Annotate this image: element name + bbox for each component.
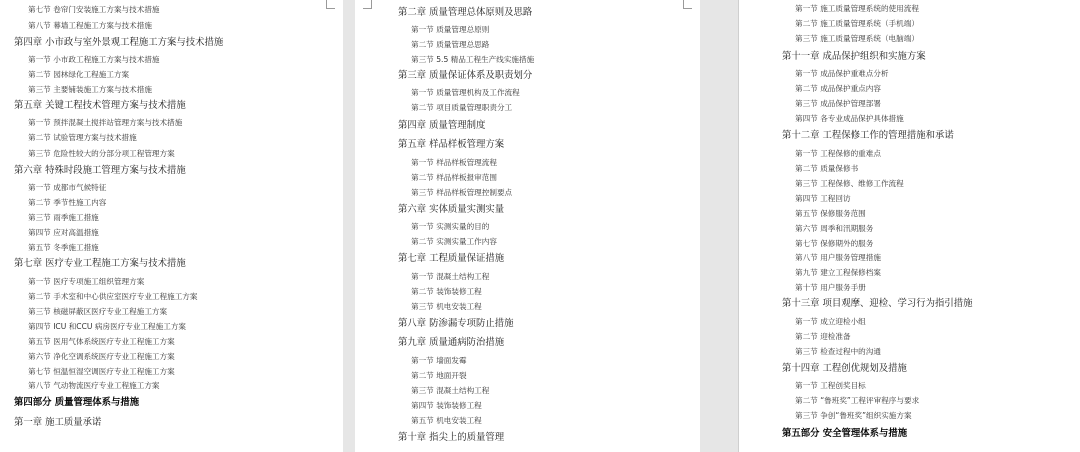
toc-section-entry: 第三节 主要铺装施工方案与技术措施 <box>28 85 152 94</box>
toc-section-entry: 第三节 雨季施工措施 <box>28 213 99 222</box>
toc-section-entry: 第三节 争创“鲁班奖”组织实施方案 <box>795 411 912 420</box>
toc-chapter-entry: 第十章 指尖上的质量管理 <box>398 432 505 443</box>
toc-chapter-entry: 第六章 实体质量实测实量 <box>398 204 505 215</box>
toc-section-entry: 第二节 季节性施工内容 <box>28 198 107 207</box>
toc-chapter-entry: 第四章 小市政与室外景观工程施工方案与技术措施 <box>14 37 224 48</box>
toc-section-entry: 第一节 医疗专项施工组织管理方案 <box>28 277 145 286</box>
toc-section-entry: 第二节 实测实量工作内容 <box>411 237 497 246</box>
toc-section-entry: 第七节 保修期外的服务 <box>795 239 874 248</box>
toc-section-entry: 第五节 保修服务范围 <box>795 209 866 218</box>
toc-section-entry: 第二节 项目质量管理职责分工 <box>411 103 513 112</box>
toc-section-entry: 第四节 工程回访 <box>795 194 851 203</box>
toc-section-entry: 第二节 迎检准备 <box>795 332 851 341</box>
toc-section-entry: 第五节 冬季施工措施 <box>28 243 99 252</box>
toc-section-entry: 第一节 质量管理机构及工作流程 <box>411 88 520 97</box>
toc-section-entry: 第十节 用户服务手册 <box>795 283 866 292</box>
page-corner-mark <box>683 0 692 9</box>
toc-section-entry: 第八节 幕墙工程施工方案与技术措施 <box>28 21 152 30</box>
toc-section-entry: 第三节 核磁屏蔽区医疗专业工程施工方案 <box>28 307 168 316</box>
toc-chapter-entry: 第四章 质量管理制度 <box>398 120 486 131</box>
toc-section-entry: 第二节 地面开裂 <box>411 371 467 380</box>
toc-section-entry: 第三节 工程保修、维修工作流程 <box>795 179 904 188</box>
toc-section-entry: 第八节 用户服务管理措施 <box>795 253 881 262</box>
toc-section-entry: 第三节 混凝土结构工程 <box>411 386 490 395</box>
toc-section-entry: 第五节 医用气体系统医疗专业工程施工方案 <box>28 337 175 346</box>
toc-section-entry: 第四节 装饰装修工程 <box>411 401 482 410</box>
toc-chapter-entry: 第六章 特殊时段施工管理方案与技术措施 <box>14 165 186 176</box>
toc-section-entry: 第二节 手术室和中心供应室医疗专业工程施工方案 <box>28 292 198 301</box>
toc-section-entry: 第二节 样品样板报审范围 <box>411 173 497 182</box>
toc-section-entry: 第六节 净化空调系统医疗专业工程施工方案 <box>28 352 175 361</box>
toc-section-entry: 第三节 机电安装工程 <box>411 302 482 311</box>
toc-section-entry: 第一节 施工质量管理系统的使用流程 <box>795 4 919 13</box>
toc-section-entry: 第二节 装饰装修工程 <box>411 287 482 296</box>
toc-part-heading: 第四部分 质量管理体系与措施 <box>14 397 140 408</box>
toc-chapter-entry: 第九章 质量通病防治措施 <box>398 337 505 348</box>
toc-chapter-entry: 第十三章 项目观摩、迎检、学习行为指引措施 <box>782 298 973 309</box>
toc-section-entry: 第一节 样品样板管理流程 <box>411 158 497 167</box>
toc-section-entry: 第四节 ICU 和CCU 病房医疗专业工程施工方案 <box>28 322 187 331</box>
toc-section-entry: 第三节 危险性较大的分部分项工程管理方案 <box>28 149 175 158</box>
page-corner-mark <box>363 0 372 9</box>
toc-chapter-entry: 第十二章 工程保修工作的管理措施和承诺 <box>782 130 954 141</box>
toc-section-entry: 第二节 施工质量管理系统（手机端） <box>795 19 919 28</box>
toc-section-entry: 第一节 质量管理总原则 <box>411 25 490 34</box>
toc-chapter-entry: 第八章 防渗漏专项防止措施 <box>398 318 514 329</box>
toc-section-entry: 第一节 墙面发霉 <box>411 356 467 365</box>
toc-section-entry: 第四节 应对高温措施 <box>28 228 99 237</box>
toc-chapter-entry: 第三章 质量保证体系及职责划分 <box>398 70 533 81</box>
toc-section-entry: 第二节 园林绿化工程施工方案 <box>28 70 130 79</box>
toc-section-entry: 第二节 试验管理方案与技术措施 <box>28 133 137 142</box>
toc-chapter-entry: 第二章 质量管理总体原则及思路 <box>398 7 533 18</box>
toc-chapter-entry: 第七章 工程质量保证措施 <box>398 253 505 264</box>
toc-section-entry: 第七节 恒温恒湿空调医疗专业工程施工方案 <box>28 367 175 376</box>
toc-section-entry: 第一节 预拌混凝土搅拌站管理方案与技术措施 <box>28 118 183 127</box>
toc-chapter-entry: 第七章 医疗专业工程施工方案与技术措施 <box>14 258 186 269</box>
toc-section-entry: 第三节 成品保护管理部署 <box>795 99 881 108</box>
toc-section-entry: 第一节 工程创奖目标 <box>795 381 866 390</box>
toc-chapter-entry: 第五章 样品样板管理方案 <box>398 139 505 150</box>
toc-section-entry: 第二节 质量保修书 <box>795 164 859 173</box>
document-page-1 <box>0 0 343 452</box>
toc-section-entry: 第二节 “鲁班奖”工程评审程序与要求 <box>795 396 920 405</box>
toc-section-entry: 第三节 5.5 精品工程生产线实施措施 <box>411 55 535 64</box>
toc-section-entry: 第一节 混凝土结构工程 <box>411 272 490 281</box>
toc-section-entry: 第七节 卷帘门安装施工方案与技术措施 <box>28 5 160 14</box>
toc-chapter-entry: 第一章 施工质量承诺 <box>14 417 102 428</box>
toc-chapter-entry: 第五章 关键工程技术管理方案与技术措施 <box>14 100 186 111</box>
toc-section-entry: 第四节 各专业成品保护具体措施 <box>795 114 904 123</box>
toc-section-entry: 第三节 检查过程中的沟通 <box>795 347 881 356</box>
toc-section-entry: 第二节 质量管理总思路 <box>411 40 490 49</box>
toc-section-entry: 第九节 建立工程保修档案 <box>795 268 881 277</box>
page-corner-mark <box>326 0 335 9</box>
toc-section-entry: 第五节 机电安装工程 <box>411 416 482 425</box>
toc-section-entry: 第一节 成品保护重难点分析 <box>795 69 889 78</box>
toc-section-entry: 第一节 实测实量的目的 <box>411 222 490 231</box>
toc-chapter-entry: 第十四章 工程创优规划及措施 <box>782 363 907 374</box>
document-page-2 <box>355 0 700 452</box>
toc-section-entry: 第一节 小市政工程施工方案与技术措施 <box>28 55 160 64</box>
toc-section-entry: 第三节 施工质量管理系统（电脑端） <box>795 34 919 43</box>
toc-section-entry: 第一节 工程保修的重难点 <box>795 149 881 158</box>
toc-section-entry: 第八节 气动物流医疗专业工程施工方案 <box>28 381 160 390</box>
document-page-3 <box>738 0 1080 452</box>
toc-section-entry: 第一节 成都市气候特征 <box>28 183 107 192</box>
toc-section-entry: 第三节 样品样板管理控制要点 <box>411 188 513 197</box>
toc-part-heading: 第五部分 安全管理体系与措施 <box>782 428 908 439</box>
toc-chapter-entry: 第十一章 成品保护组织和实施方案 <box>782 51 926 62</box>
toc-section-entry: 第六节 周季和汛期服务 <box>795 224 874 233</box>
toc-section-entry: 第二节 成品保护重点内容 <box>795 84 881 93</box>
toc-section-entry: 第一节 成立迎检小组 <box>795 317 866 326</box>
